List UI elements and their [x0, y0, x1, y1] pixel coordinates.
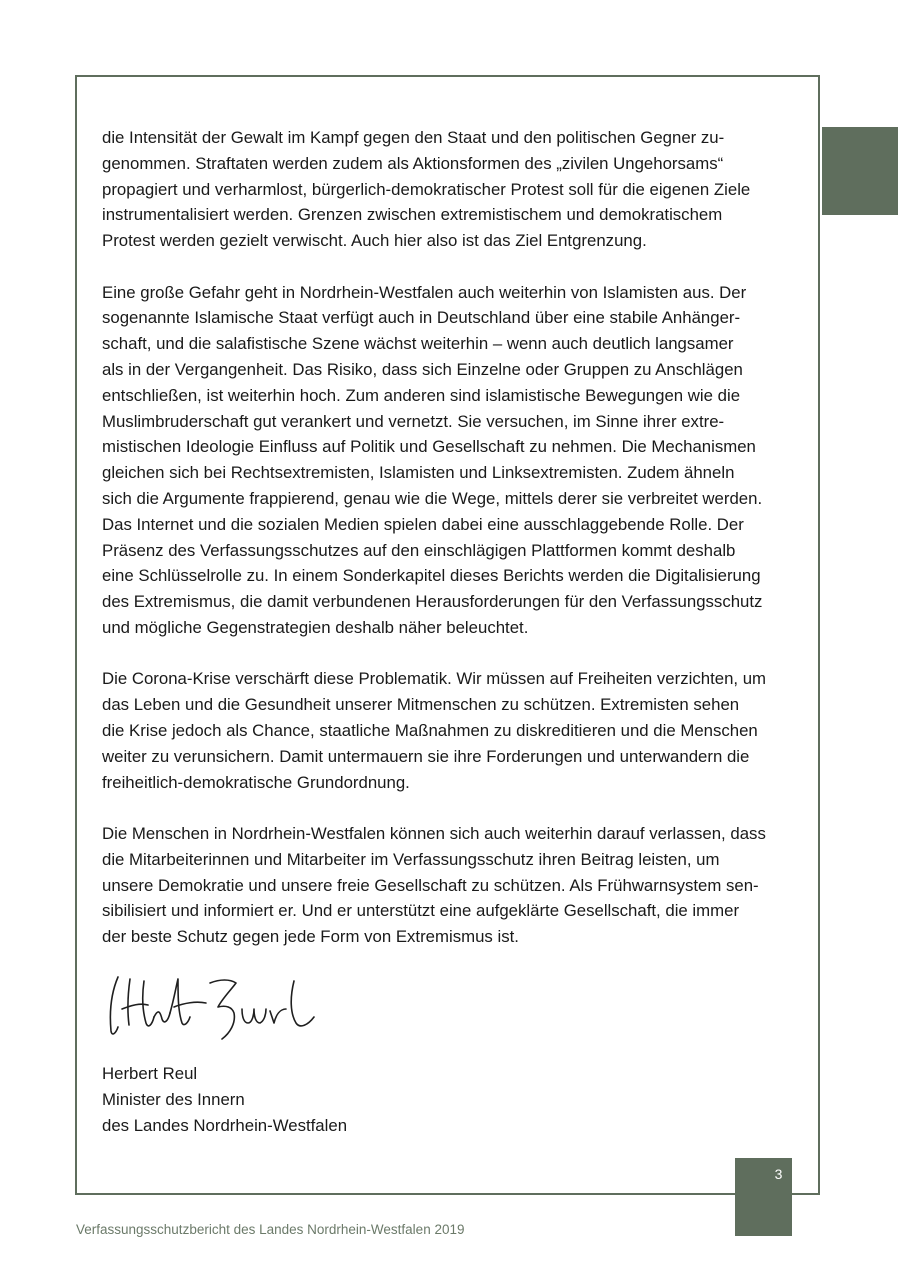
page-number-tab	[735, 1158, 792, 1236]
text-line: Protest werden gezielt verwischt. Auch hier also ist das Ziel Entgrenzung.	[102, 231, 647, 251]
paragraph-2	[102, 280, 807, 641]
text-line: sogenannte Islamische Staat verfügt auch in Deutschland über eine stabile Anhänger-	[102, 308, 741, 328]
paragraph-1	[102, 125, 807, 254]
chapter-side-tab	[822, 127, 898, 215]
text-line: Präsenz des Verfassungsschutzes auf den einschlägigen Plattformen kommt deshalb	[102, 540, 736, 560]
text-line: Die Corona-Krise verschärft diese Problematik. Wir müssen auf Freiheiten verzichten, um	[102, 669, 767, 689]
text-line: als in der Vergangenheit. Das Risiko, dass sich Einzelne oder Gruppen zu Anschlägen	[102, 359, 743, 379]
text-line: gleichen sich bei Rechtsextremisten, Islamisten und Linksextremisten. Zudem ähneln	[102, 463, 735, 483]
text-line: die Krise jedoch als Chance, staatliche Maßnahmen zu diskreditieren und die Menschen	[102, 720, 758, 740]
page-number: 3	[774, 1166, 783, 1182]
paragraph-3	[102, 666, 807, 795]
text-line: freiheitlich-demokratische Grundordnung.	[102, 772, 410, 792]
text-line: propagiert und verharmlost, bürgerlich-demokratischer Protest soll für die eigenen Ziele	[102, 179, 751, 199]
signatory-affiliation: des Landes Nordrhein-Westfalen	[102, 1116, 348, 1136]
text-line: schaft, und die salafistische Szene wächst weiterhin – wenn auch deutlich langsamer	[102, 334, 734, 354]
signatory-title: Minister des Innern	[102, 1090, 245, 1110]
text-line: Eine große Gefahr geht in Nordrhein-Westfalen auch weiterhin von Islamisten aus. Der	[102, 282, 747, 302]
signatory-name: Herbert Reul	[102, 1064, 198, 1084]
footer-text: Verfassungsschutzbericht des Landes Nordrhein-Westfalen 2019	[76, 1222, 465, 1237]
text-line: eine Schlüsselrolle zu. In einem Sonderkapitel dieses Berichts werden die Digitalisierung	[102, 566, 761, 586]
text-line: instrumentalisiert werden. Grenzen zwischen extremistischem und demokratischem	[102, 205, 723, 225]
text-line: weiter zu verunsichern. Damit untermauern sie ihre Forderungen und unterwandern die	[102, 746, 750, 766]
text-line: der beste Schutz gegen jede Form von Extremismus ist.	[102, 927, 519, 947]
main-content	[102, 125, 807, 1139]
text-line: sibilisiert und informiert er. Und er unterstützt eine aufgeklärte Gesellschaft, die immer	[102, 901, 740, 921]
text-line: die Intensität der Gewalt im Kampf gegen den Staat und den politischen Gegner zu-	[102, 128, 725, 147]
paragraph-4	[102, 821, 807, 950]
text-line: das Leben und die Gesundheit unserer Mitmenschen zu schützen. Extremisten sehen	[102, 695, 740, 715]
text-line: sich die Argumente frappierend, genau wie die Wege, mittels derer sie verbreitet werden.	[102, 488, 763, 508]
signature-block	[102, 1061, 807, 1138]
text-line: unsere Demokratie und unsere freie Gesellschaft zu schützen. Als Frühwarnsystem sen-	[102, 875, 759, 895]
handwritten-signature	[104, 969, 334, 1047]
text-line: die Mitarbeiterinnen und Mitarbeiter im Verfassungsschutz ihren Beitrag leisten, um	[102, 849, 720, 869]
text-line: Das Internet und die sozialen Medien spielen dabei eine ausschlaggebende Rolle. Der	[102, 514, 744, 534]
text-line: und mögliche Gegenstrategien deshalb näher beleuchtet.	[102, 617, 529, 637]
text-line: Die Menschen in Nordrhein-Westfalen können sich auch weiterhin darauf verlassen, dass	[102, 823, 766, 843]
text-line: des Extremismus, die damit verbundenen Herausforderungen für den Verfassungsschutz	[102, 592, 763, 612]
text-line: mistischen Ideologie Einfluss auf Politik und Gesellschaft zu nehmen. Die Mechanismen	[102, 437, 756, 457]
text-line: Muslimbruderschaft gut verankert und vernetzt. Sie versuchen, im Sinne ihrer extre-	[102, 411, 725, 431]
text-line: entschließen, ist weiterhin hoch. Zum anderen sind islamistische Bewegungen wie die	[102, 385, 741, 405]
text-line: genommen. Straftaten werden zudem als Aktionsformen des „zivilen Ungehorsams“	[102, 153, 724, 173]
